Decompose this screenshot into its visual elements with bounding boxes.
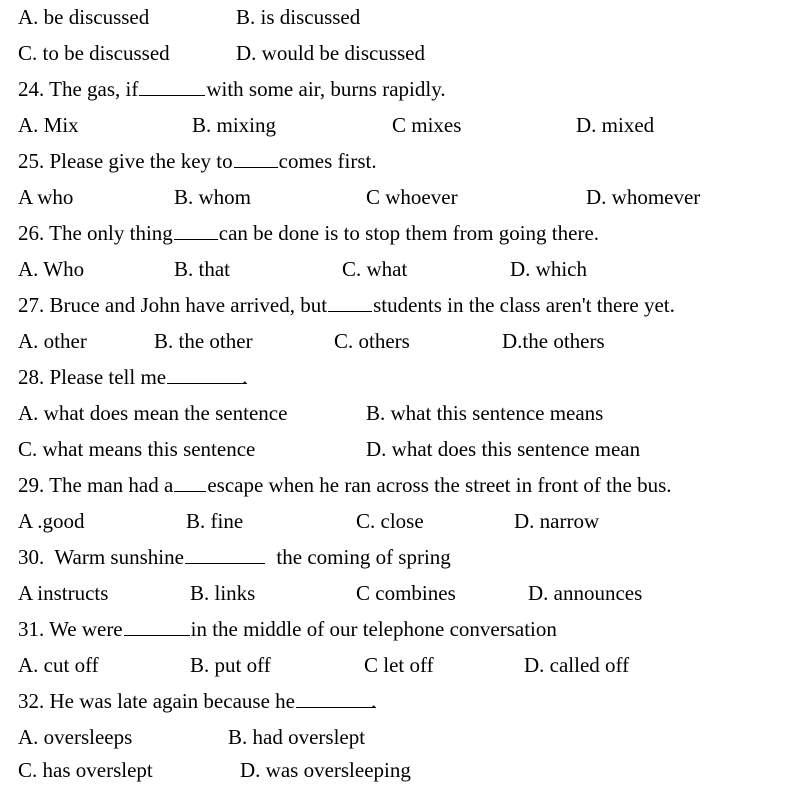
options-row [0, 2, 797, 38]
option-d: D. which [510, 257, 587, 281]
question-text [18, 686, 376, 716]
options-row [0, 38, 797, 74]
option-d: D.the others [502, 329, 605, 353]
question-31 [0, 614, 797, 650]
option-d: D. was oversleeping [240, 758, 411, 782]
option-a: A instructs [18, 581, 109, 605]
options-row [0, 578, 797, 614]
option-a: A. be discussed [18, 5, 150, 29]
option-d: D. called off [524, 653, 630, 677]
question-text-after: can be done is to stop them from going there. [218, 221, 600, 245]
question-text-after: comes first. [278, 149, 377, 173]
option-c: C. has overslept [18, 758, 153, 782]
question-text-before: 28. Please tell me [18, 365, 167, 389]
option-c: C. others [334, 329, 410, 353]
option-a: A. Mix [18, 113, 79, 137]
answer-blank [296, 689, 376, 708]
question-text-after: with some air, burns rapidly. [206, 77, 446, 101]
answer-blank [139, 77, 205, 96]
option-b: B. what this sentence means [366, 401, 604, 425]
question-29 [0, 470, 797, 506]
answer-blank [167, 365, 247, 384]
question-text-after: . [370, 689, 377, 713]
answer-blank [174, 221, 218, 240]
option-d: D. announces [528, 581, 643, 605]
question-text-before: 25. Please give the key to [18, 149, 233, 173]
question-text-after: the coming of spring [265, 545, 451, 569]
option-a: A. cut off [18, 653, 99, 677]
answer-blank [174, 473, 206, 492]
question-27 [0, 290, 797, 326]
options-row [0, 182, 797, 218]
options-row [0, 722, 797, 758]
option-a: A. Who [18, 257, 85, 281]
option-c: C let off [364, 653, 434, 677]
option-d: D. what does this sentence mean [366, 437, 641, 461]
question-32 [0, 686, 797, 722]
question-text-after: escape when he ran across the street in front of the bus. [207, 473, 672, 497]
option-b: B. put off [190, 653, 271, 677]
question-text [18, 542, 451, 572]
options-row [0, 650, 797, 686]
option-c: C combines [356, 581, 456, 605]
option-a: A who [18, 185, 74, 209]
question-25 [0, 146, 797, 182]
question-text [18, 74, 446, 104]
question-text-before: 30. Warm sunshine [18, 545, 184, 569]
question-text [18, 146, 377, 176]
question-text [18, 290, 675, 320]
answer-blank [124, 617, 190, 636]
option-c: C mixes [392, 113, 462, 137]
question-text-before: 24. The gas, if [18, 77, 139, 101]
option-b: B. whom [174, 185, 252, 209]
options-row [0, 398, 797, 434]
question-28 [0, 362, 797, 398]
question-text [18, 362, 247, 392]
options-row [0, 326, 797, 362]
option-d: D. narrow [514, 509, 600, 533]
option-c: C. what [342, 257, 408, 281]
option-c: C whoever [366, 185, 458, 209]
option-c: C. to be discussed [18, 41, 170, 65]
answer-blank [185, 545, 265, 564]
option-d: D. would be discussed [236, 41, 425, 65]
option-a: A. what does mean the sentence [18, 401, 288, 425]
question-text-before: 27. Bruce and John have arrived, but [18, 293, 328, 317]
question-text [18, 470, 672, 500]
question-text-after: in the middle of our telephone conversation [190, 617, 557, 641]
option-b: B. had overslept [228, 725, 366, 749]
option-b: B. fine [186, 509, 244, 533]
option-a: A. other [18, 329, 87, 353]
question-26 [0, 218, 797, 254]
question-24 [0, 74, 797, 110]
question-text-before: 32. He was late again because he [18, 689, 295, 713]
question-text-before: 31. We were [18, 617, 123, 641]
option-b: B. mixing [192, 113, 277, 137]
question-text-after: students in the class aren't there yet. [373, 293, 675, 317]
option-a: A. oversleeps [18, 725, 133, 749]
options-row [0, 434, 797, 470]
answer-blank [328, 293, 372, 312]
option-d: D. mixed [576, 113, 655, 137]
option-c: C. what means this sentence [18, 437, 256, 461]
option-b: B. is discussed [236, 5, 361, 29]
options-row [0, 254, 797, 290]
option-c: C. close [356, 509, 424, 533]
options-row [0, 110, 797, 146]
option-b: B. that [174, 257, 230, 281]
question-30 [0, 542, 797, 578]
question-text [18, 614, 557, 644]
question-text [18, 218, 599, 248]
question-text-before: 26. The only thing [18, 221, 173, 245]
answer-blank [234, 149, 278, 168]
options-row [0, 506, 797, 542]
option-a: A .good [18, 509, 85, 533]
option-b: B. links [190, 581, 256, 605]
question-text-before: 29. The man had a [18, 473, 174, 497]
question-text-after: . [242, 365, 248, 389]
option-d: D. whomever [586, 185, 701, 209]
option-b: B. the other [154, 329, 253, 353]
